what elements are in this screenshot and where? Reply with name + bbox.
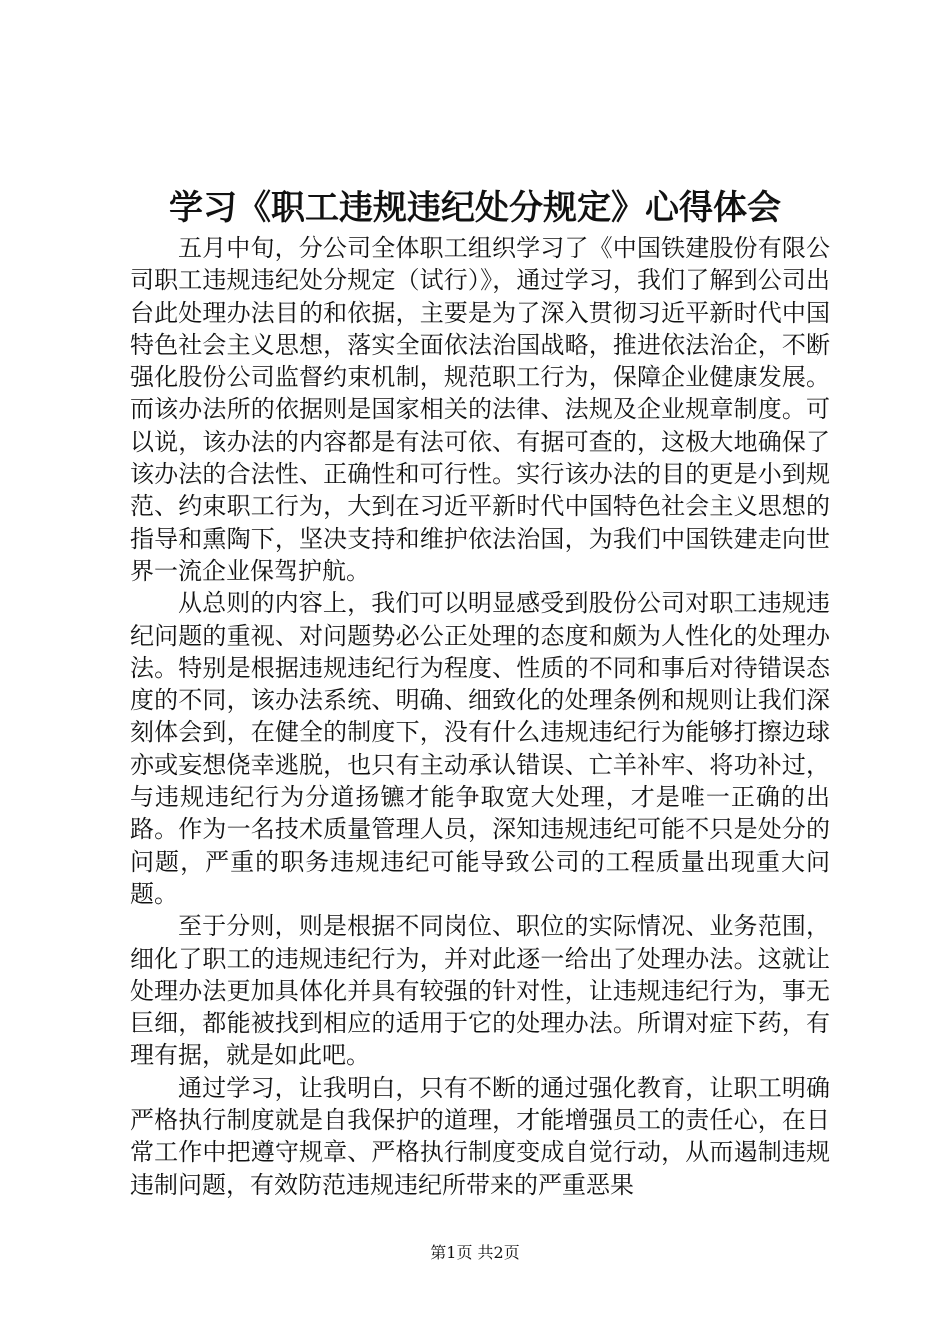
document-title: 学习《职工违规违纪处分规定》心得体会: [169, 188, 781, 228]
paragraph: 五月中旬，分公司全体职工组织学习了《中国铁建股份有限公司职工违规违纪处分规定（试行）》，通过学习，我们了解到公司出台此处理办法目的和依据，主要是为了深入贯彻习近平新时代中国特色社会主义思想，落实全面依法治国战略，推进依法治企，不断强化股份公司监督约束机制，规范职工行为，保障企业健康发展。而该办法所的依据则是国家相关的法律、法规及企业规章制度。可以说，该办法的内容都是有法可依、有据可查的，这极大地确保了该办法的合法性、正确性和可行性。实行该办法的目的更是小到规范、约束职工行为，大到在习近平新时代中国特色社会主义思想的指导和熏陶下，坚决支持和维护依法治国，为我们中国铁建走向世界一流企业保驾护航。: [130, 234, 830, 585]
paragraph: 通过学习，让我明白，只有不断的通过强化教育，让职工明确严格执行制度就是自我保护的道理，才能增强员工的责任心，在日常工作中把遵守规章、严格执行制度变成自觉行动，从而遏制违规违制问题，有效防范违规违纪所带来的严重恶果: [130, 1073, 830, 1199]
paragraph: 从总则的内容上，我们可以明显感受到股份公司对职工违规违纪问题的重视、对问题势必公正处理的态度和颇为人性化的处理办法。特别是根据违规违纪行为程度、性质的不同和事后对待错误态度的不同，该办法系统、明确、细致化的处理条例和规则让我们深刻体会到，在健全的制度下，没有什么违规违纪行为能够打擦边球亦或妄想侥幸逃脱，也只有主动承认错误、亡羊补牢、将功补过，与违规违纪行为分道扬镳才能争取宽大处理，才是唯一正确的出路。作为一名技术质量管理人员，深知违规违纪可能不只是处分的问题，严重的职务违规违纪可能导致公司的工程质量出现重大问题。: [130, 589, 830, 908]
paragraph: 至于分则，则是根据不同岗位、职位的实际情况、业务范围，细化了职工的违规违纪行为，并对此逐一给出了处理办法。这就让处理办法更加具体化并具有较强的针对性，让违规违纪行为，事无巨细，都能被找到相应的适用于它的处理办法。所谓对症下药，有理有据，就是如此吧。: [130, 912, 830, 1070]
document-body: [130, 232, 830, 1201]
page-footer: 第1页 共2页: [430, 1243, 520, 1262]
